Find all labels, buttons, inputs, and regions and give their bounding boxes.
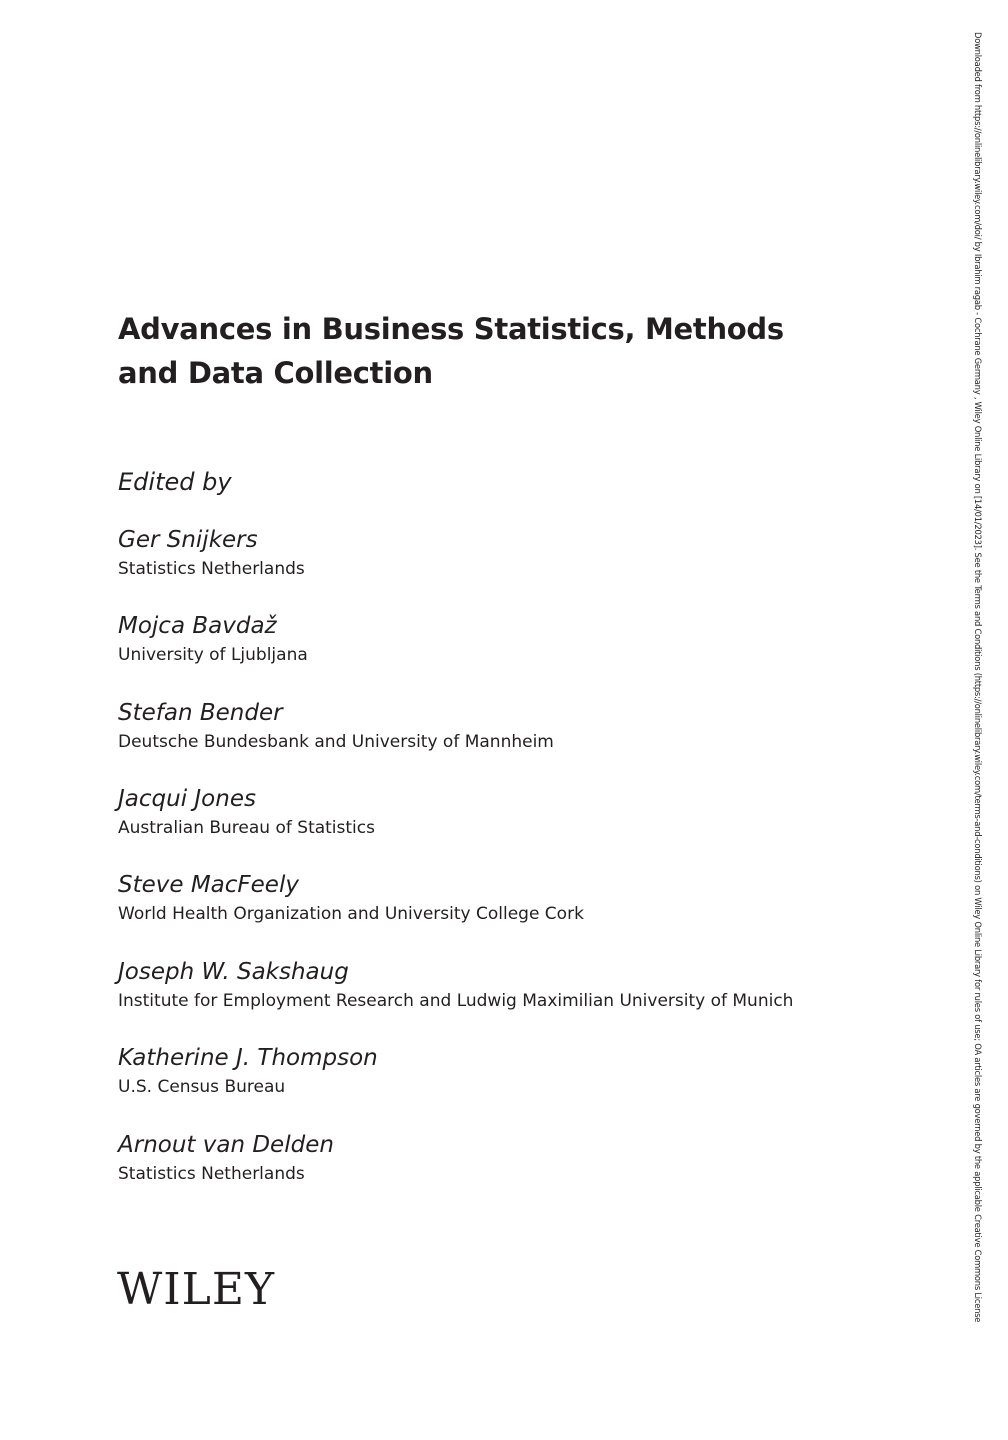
edited-by-label: Edited by	[118, 468, 232, 496]
editor-entry	[118, 1043, 378, 1098]
editor-entry	[118, 698, 554, 753]
download-notice: Downloaded from https://onlinelibrary.wiley.com/doi/ by Ibrahim ragab - Cochrane Germany , Wiley Online Library on [14/01/2023]. See the Terms and Conditions (https://onlinelibrary.wiley.com/terms-and-conditions) on Wiley Online Library for rules of use; OA articles are governed by the applicable Creative Commons License	[973, 32, 983, 1323]
editor-entry	[118, 784, 375, 839]
editor-entry	[118, 957, 793, 1012]
editor-name: Ger Snijkers	[118, 527, 258, 553]
editor-entry	[118, 870, 584, 925]
book-title-line-2: and Data Collection	[118, 356, 433, 390]
editor-entry	[118, 525, 305, 580]
editor-name: Mojca Bavdaž	[118, 613, 277, 639]
editor-entry	[118, 1130, 334, 1185]
editor-affiliation: University of Ljubljana	[118, 645, 308, 665]
wiley-logo: WILEY	[117, 1264, 275, 1315]
editor-name: Katherine J. Thompson	[118, 1045, 378, 1071]
editor-affiliation: Institute for Employment Research and Ludwig Maximilian University of Munich	[118, 991, 794, 1011]
book-title-line-1: Advances in Business Statistics, Methods	[118, 312, 784, 346]
book-title	[118, 307, 838, 395]
editor-entry	[118, 611, 308, 666]
editor-affiliation: Statistics Netherlands	[118, 1164, 305, 1184]
editor-name: Steve MacFeely	[118, 872, 299, 898]
editor-affiliation: World Health Organization and University College Cork	[118, 904, 584, 924]
editor-name: Stefan Bender	[118, 700, 283, 726]
editor-name: Arnout van Delden	[118, 1132, 334, 1158]
editor-name: Joseph W. Sakshaug	[118, 959, 349, 985]
editor-affiliation: Australian Bureau of Statistics	[118, 818, 375, 838]
editor-affiliation: Deutsche Bundesbank and University of Mannheim	[118, 732, 554, 752]
editor-affiliation: Statistics Netherlands	[118, 559, 305, 579]
editor-name: Jacqui Jones	[118, 786, 256, 812]
editor-affiliation: U.S. Census Bureau	[118, 1077, 286, 1097]
